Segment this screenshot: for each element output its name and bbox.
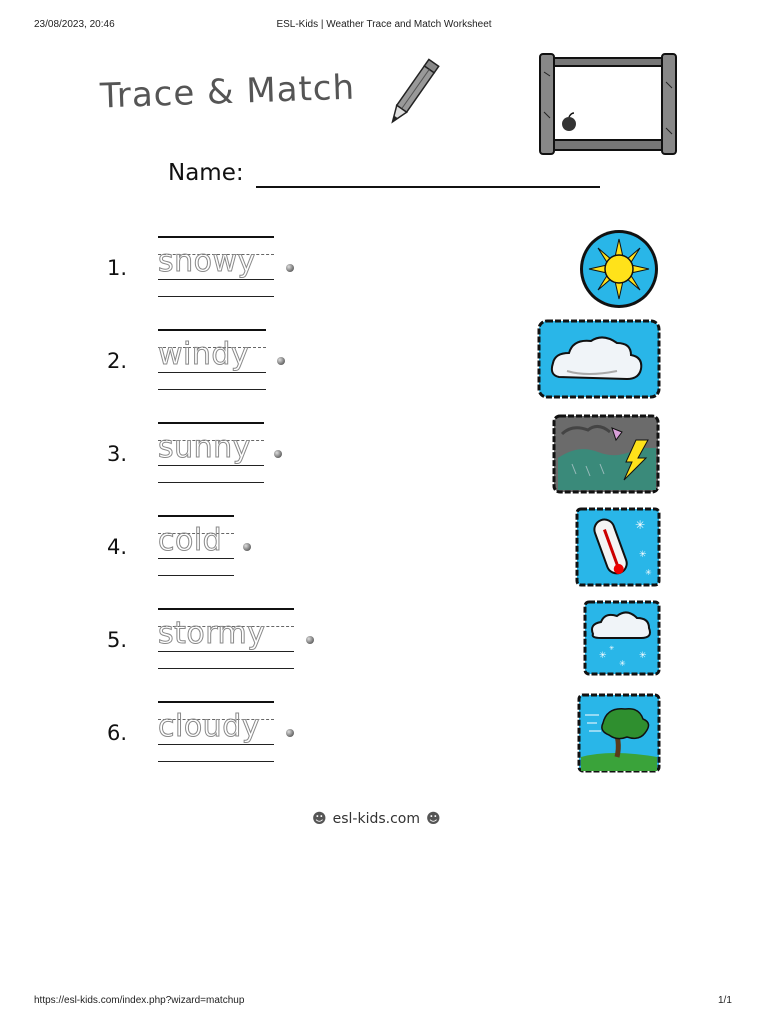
svg-text:✳: ✳ — [639, 550, 647, 560]
trace-word-block — [158, 234, 278, 300]
item-number: 6. — [107, 721, 128, 745]
svg-text:✳: ✳ — [645, 568, 652, 577]
name-label: Name: — [168, 160, 244, 186]
chalkboard-icon — [538, 52, 678, 156]
item-number: 1. — [107, 256, 128, 280]
brand-area — [312, 811, 441, 827]
cloud-icon[interactable] — [537, 319, 661, 399]
trace-word[interactable]: windy — [158, 337, 250, 372]
pencil-icon — [380, 54, 444, 134]
svg-text:✳: ✳ — [635, 518, 646, 532]
trace-word-block — [158, 513, 238, 579]
trace-word-block — [158, 420, 268, 486]
trace-word[interactable]: cold — [158, 523, 223, 558]
print-datetime: 23/08/2023, 20:46 — [34, 19, 115, 30]
print-url: https://esl-kids.com/index.php?wizard=matchup — [34, 995, 245, 1006]
storm-icon[interactable] — [552, 414, 660, 494]
item-number: 2. — [107, 349, 128, 373]
trace-word[interactable]: cloudy — [158, 709, 260, 744]
match-dot[interactable] — [274, 450, 282, 458]
name-input-line[interactable] — [256, 186, 600, 188]
snow-cloud-icon[interactable] — [583, 600, 661, 676]
item-number: 4. — [107, 535, 128, 559]
match-dot[interactable] — [243, 543, 251, 551]
kids-face-icon: ☻ — [312, 811, 327, 827]
trace-word-block — [158, 606, 298, 672]
svg-text:✳: ✳ — [619, 659, 626, 668]
match-dot[interactable] — [277, 357, 285, 365]
brand-text: esl-kids.com — [332, 811, 420, 827]
trace-word[interactable]: stormy — [158, 616, 266, 651]
trace-word-block — [158, 699, 278, 765]
svg-text:✳: ✳ — [609, 645, 615, 652]
svg-text:✳: ✳ — [599, 651, 607, 661]
match-dot[interactable] — [286, 264, 294, 272]
item-number: 3. — [107, 442, 128, 466]
svg-text:✳: ✳ — [639, 651, 647, 661]
item-number: 5. — [107, 628, 128, 652]
windy-tree-icon[interactable] — [577, 693, 661, 773]
print-page-title: ESL-Kids | Weather Trace and Match Worksheet — [276, 19, 492, 30]
trace-word[interactable]: sunny — [158, 430, 251, 465]
kids-face-icon: ☻ — [426, 811, 441, 827]
trace-word[interactable]: snowy — [158, 244, 256, 279]
print-page-count: 1/1 — [718, 995, 732, 1006]
trace-word-block — [158, 327, 270, 393]
match-dot[interactable] — [306, 636, 314, 644]
match-dot[interactable] — [286, 729, 294, 737]
worksheet-title: Trace & Match — [99, 67, 356, 117]
sun-icon[interactable] — [577, 229, 661, 309]
thermometer-icon[interactable] — [575, 507, 661, 587]
